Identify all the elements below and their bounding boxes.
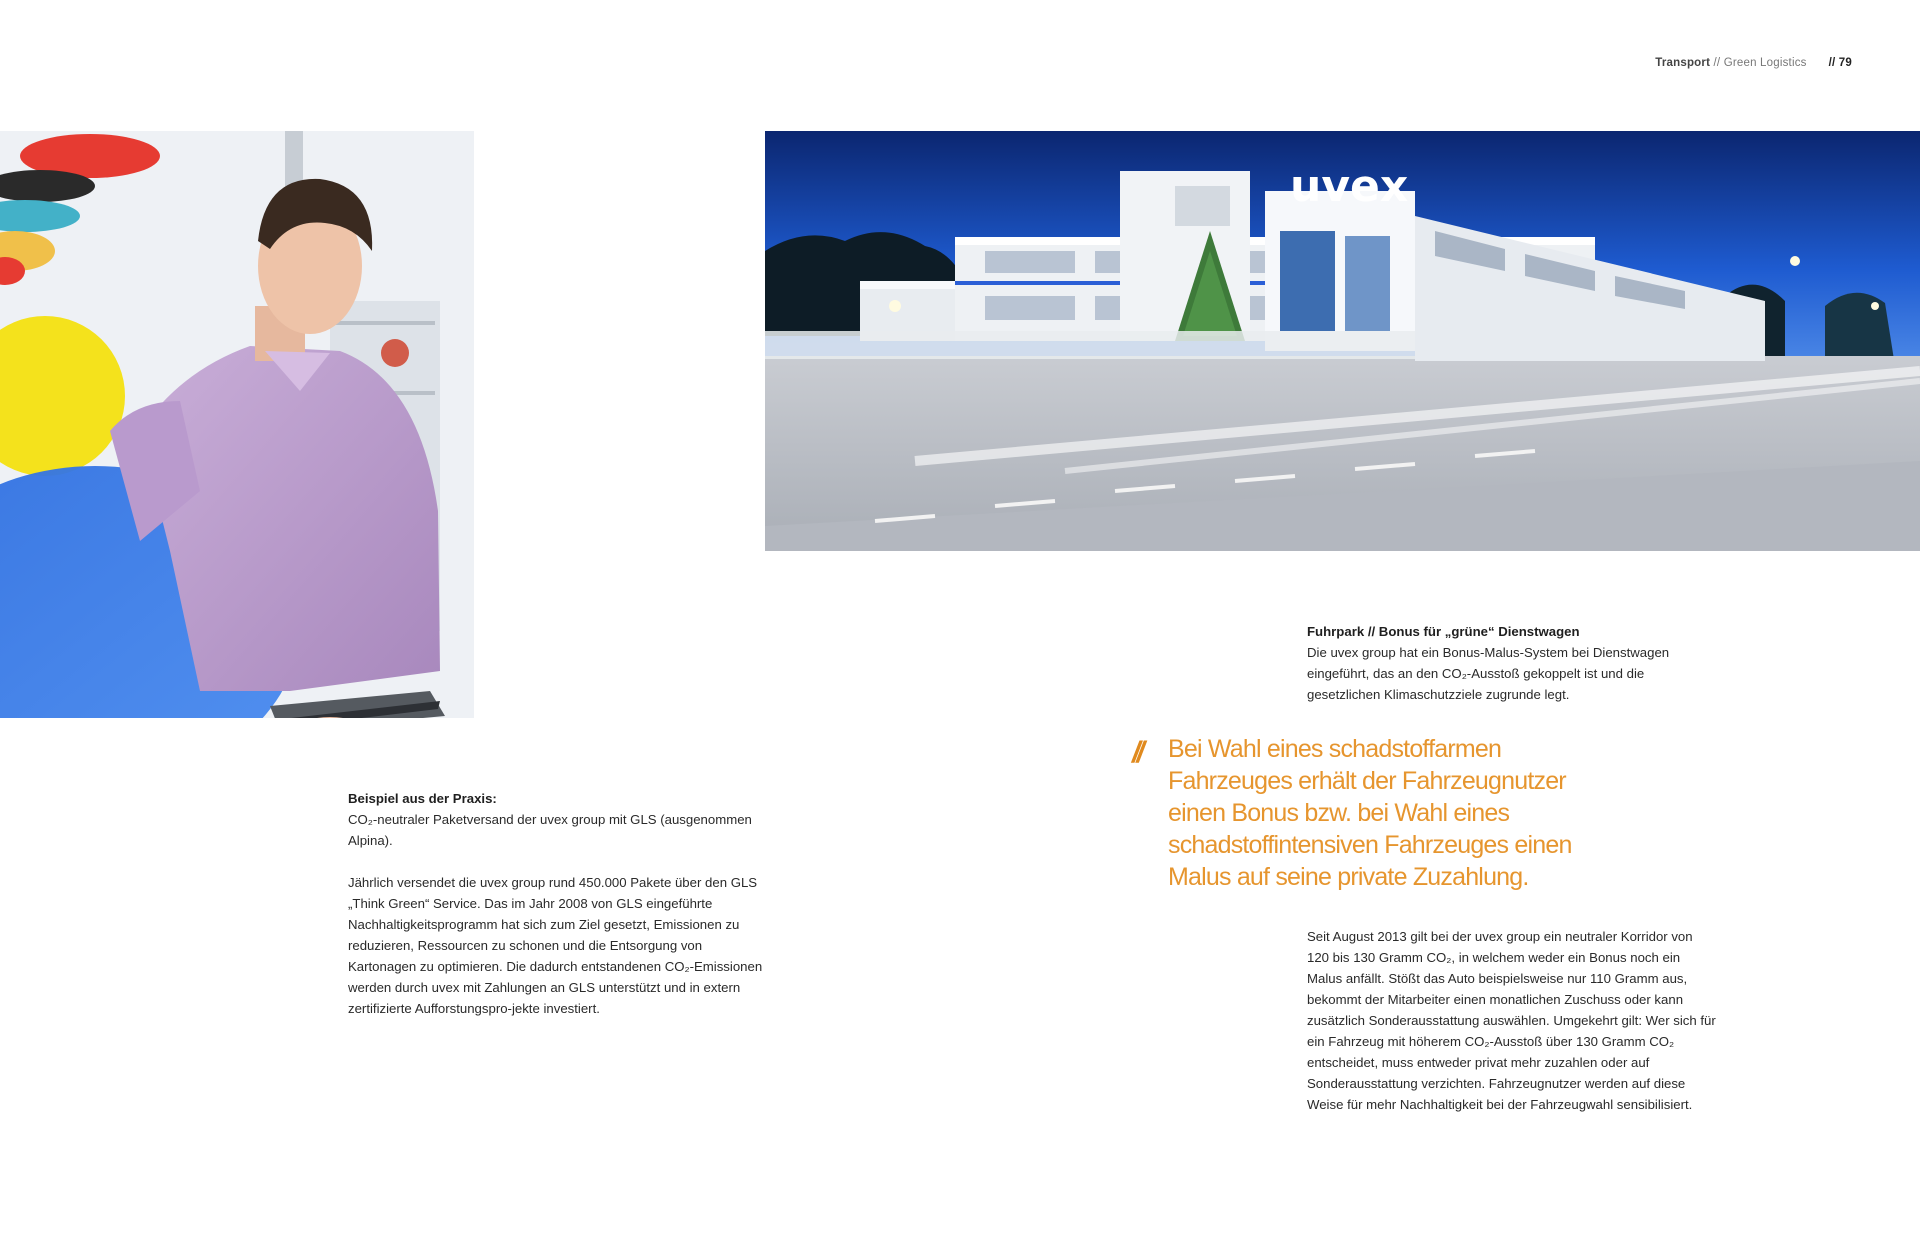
employee-illustration — [0, 131, 474, 718]
header-subsection: Green Logistics — [1723, 57, 1807, 69]
building-illustration — [765, 131, 1920, 551]
pull-quote: Bei Wahl eines schadstoffarmen Fahrzeuges erhält der Fahrzeugnutzer einen Bonus bzw. bei Wahl eines schadstoffintensiven Fahrzeuges einen Malus auf seine private Zuzahlung. — [1168, 735, 1572, 891]
uvex-sign: uvex — [1290, 161, 1409, 212]
right-intro: Die uvex group hat ein Bonus-Malus-System bei Dienstwagen eingeführt, das an den CO₂-Ausstoß gekoppelt ist und die gesetzlichen Klimaschutzziele zugrunde legt. — [1307, 645, 1670, 702]
header-separator: // — [1710, 57, 1724, 69]
left-body: Jährlich versendet die uvex group rund 450.000 Pakete über den GLS „Think Green“ Service. Das im Jahr 2008 von GLS eingeführte Nachhaltigkeitsprogramm hat sich zum Ziel gesetzt, Emissionen zu reduzieren, Ressourcen zu schonen und die Entsorgung von Kartonagen zu optimieren. Die dadurch entstandenen CO₂-Emissionen werden durch uvex mit Zahlungen an GLS unterstützt und in extern zertifizierte Aufforstungspro-jekte investiert. — [348, 875, 763, 1016]
page-number: // 79 — [1828, 57, 1852, 69]
page-header — [1655, 57, 1852, 69]
photo-employee-with-tablet — [0, 131, 474, 718]
right-body: Seit August 2013 gilt bei der uvex group ein neutraler Korridor von 120 bis 130 Gramm CO₂, in welchem weder ein Bonus noch ein Malus anfällt. Stößt das Auto beispielsweise nur 110 Gramm aus, bekommt der Mitarbeiter einen monatlichen Zuschuss oder kann zusätzlich Sonderausstattung auswählen. Umgekehrt gilt: Wer sich für ein Fahrzeug mit höherem CO₂-Ausstoß über 130 Gramm CO₂ entscheidet, muss entweder privat mehr zuzahlen oder auf Sonderausstattung verzichten. Fahrzeugnutzer werden auf diese Weise für mehr Nachhaltigkeit bei der Fahrzeugwahl sensibilisiert. — [1307, 929, 1716, 1113]
photo-uvex-building — [765, 131, 1920, 551]
header-section: Transport — [1655, 57, 1711, 69]
left-heading: Beispiel aus der Praxis: — [348, 791, 497, 806]
left-intro: CO₂-neutraler Paketversand der uvex group mit GLS (ausgenommen Alpina). — [348, 812, 752, 848]
right-body-text — [1307, 913, 1717, 1128]
quote-mark: // — [1132, 736, 1141, 769]
left-text-column — [348, 788, 768, 1019]
right-text-column — [1307, 621, 1707, 705]
right-heading: Fuhrpark // Bonus für „grüne“ Dienstwagen — [1307, 624, 1580, 639]
